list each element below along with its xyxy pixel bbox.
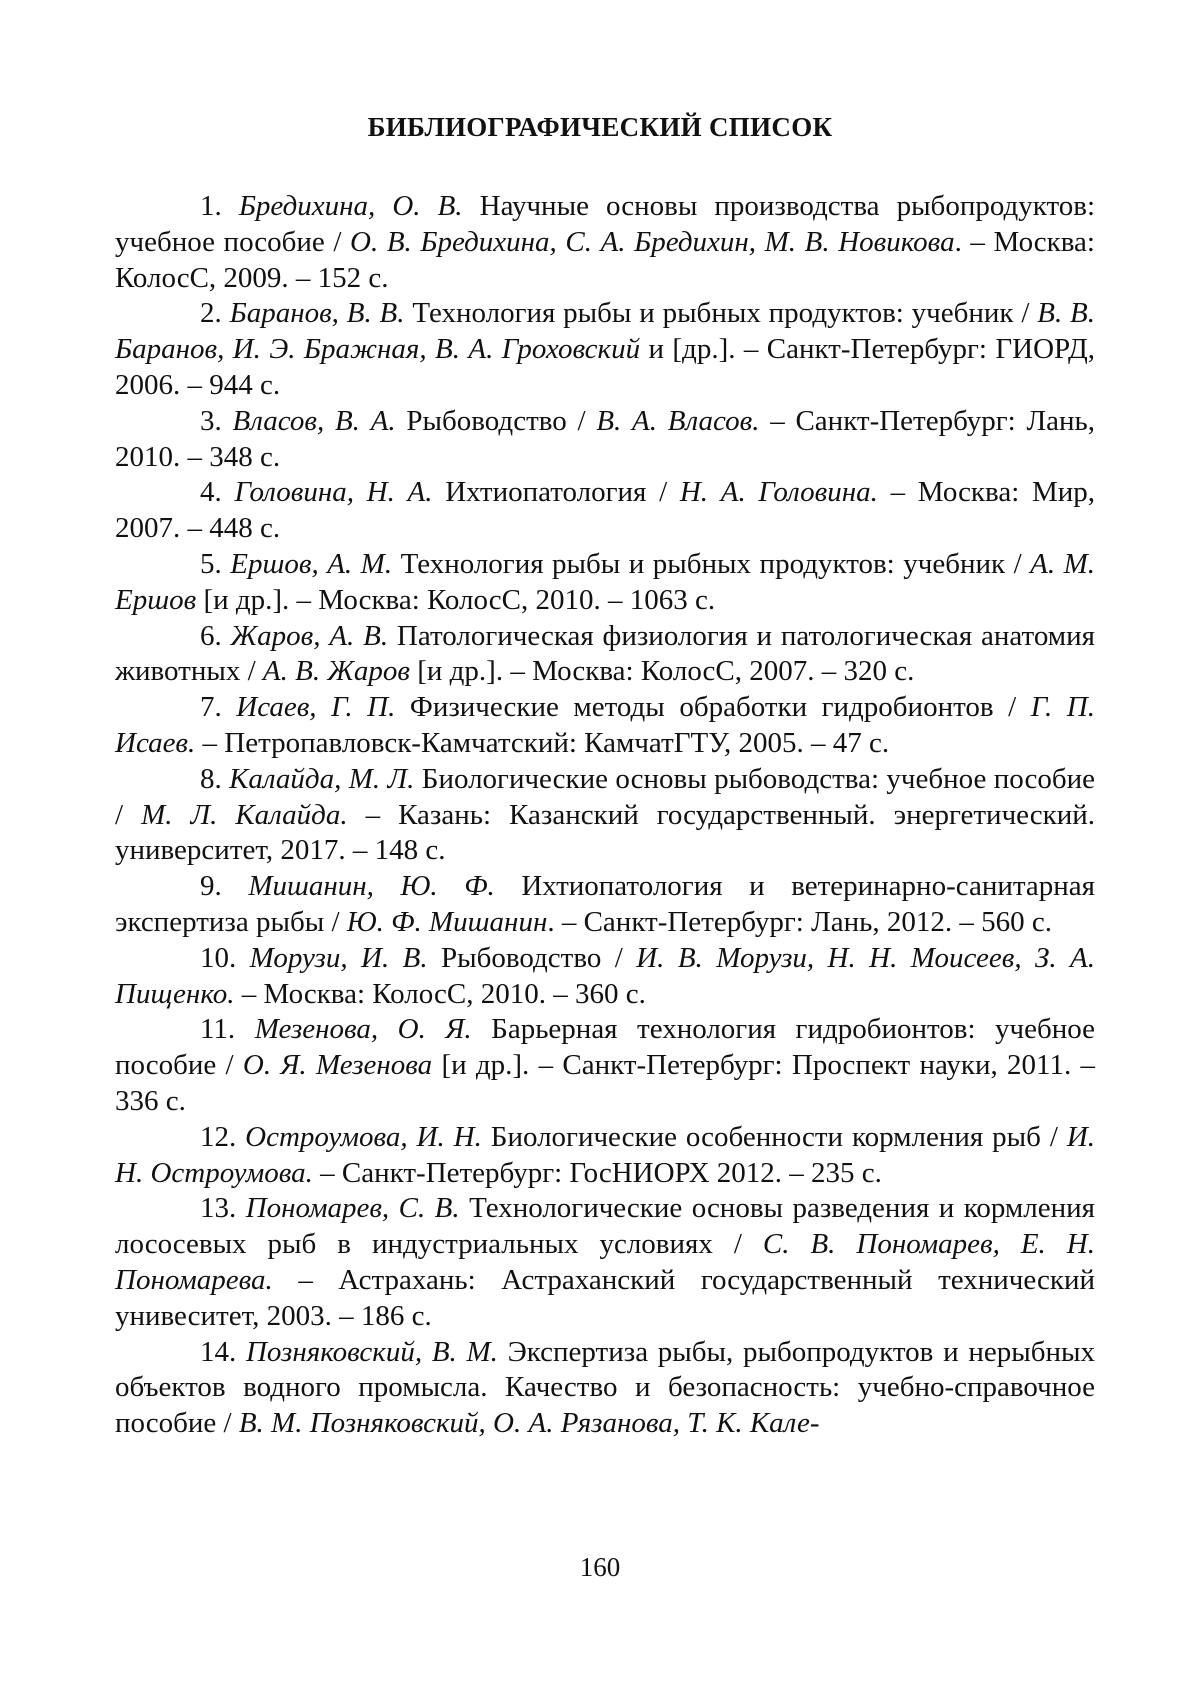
entry-publication: [и др.]. – Санкт-Петербург: Проспект науки, 2011. – 336 с. <box>115 1049 1095 1117</box>
entry-responsibility: В. В. Баранов, И. Э. Бражная, В. А. Гроховский <box>115 297 1096 366</box>
entry-author: Морузи, И. В. <box>249 941 428 974</box>
entry-title: Ихтиопатология и ветеринарно-санитарная экспертиза рыбы / <box>115 870 1095 938</box>
entry-publication: – Санкт-Петербург: ГосНИОРХ 2012. – 235 с. <box>312 1156 882 1189</box>
bibliography-entry <box>115 475 1095 547</box>
entry-number: 3. <box>200 404 222 437</box>
entry-title: Биологические особенности кормления рыб / <box>481 1120 1067 1153</box>
entry-author: Головина, Н. А. <box>234 476 433 509</box>
bibliography-entry <box>115 296 1095 403</box>
entry-title: Технология рыбы и рыбных продуктов: учебник / <box>404 297 1038 330</box>
entry-publication: [и др.]. – Москва: КолосС, 2010. – 1063 с. <box>196 583 716 616</box>
entry-author: Пономарев, С. В. <box>245 1192 460 1225</box>
entry-publication: [и др.]. – Москва: КолосС, 2007. – 320 с. <box>410 655 915 688</box>
bibliography-entry <box>115 547 1095 619</box>
entry-author: Исаев, Г. П. <box>236 691 396 724</box>
entry-number: 14. <box>200 1335 237 1368</box>
entry-title: Научные основы производства рыбопродуктов: учебное пособие / <box>115 190 1096 258</box>
entry-number: 6. <box>200 619 222 652</box>
entry-number: 9. <box>200 870 222 903</box>
entry-author: Мишанин, Ю. Ф. <box>248 870 495 903</box>
entry-title: Рыбоводство / <box>427 941 637 974</box>
entry-author: Остроумова, И. Н. <box>245 1120 482 1153</box>
entry-title: Технология рыбы и рыбных продуктов: учебник / <box>392 547 1031 580</box>
entry-publication: – Петропавловск-Камчатский: КамчатГТУ, 2005. – 47 с. <box>195 726 890 759</box>
entry-number: 4. <box>200 476 222 509</box>
entry-title: Экспертиза рыбы, рыбопродуктов и нерыбных объектов водного промысла. Качество и безопасность: учебно-справочное пособие / <box>115 1335 1095 1440</box>
entry-responsibility: О. В. Бредихина, С. А. Бредихин, М. В. Новикова <box>350 225 955 258</box>
bibliography-entry <box>115 1120 1095 1192</box>
entry-title: Патологическая физиология и патологическая анатомия животных / <box>115 619 1095 688</box>
entry-responsibility: С. В. Пономарев, Е. Н. Пономарева. <box>115 1228 1095 1296</box>
bibliography-entry <box>115 1191 1095 1334</box>
entry-author: Жаров, А. В. <box>230 619 389 652</box>
entry-number: 2. <box>200 297 222 330</box>
bibliography-entry <box>115 1335 1095 1442</box>
entry-number: 11. <box>200 1013 236 1046</box>
bibliography-entry <box>115 1012 1095 1119</box>
entry-author: Баранов, В. В. <box>229 297 405 330</box>
entry-publication: . – Санкт-Петербург: Лань, 2012. – 560 с. <box>547 905 1052 938</box>
entry-number: 10. <box>200 941 237 974</box>
bibliography-entry <box>115 869 1095 941</box>
page-title: БИБЛИОГРАФИЧЕСКИЙ СПИСОК <box>367 112 833 142</box>
entry-title: Биологические основы рыбоводства: учебное пособие / <box>115 762 1095 831</box>
entry-number: 7. <box>200 691 222 724</box>
entry-title: Барьерная технология гидробионтов: учебное пособие / <box>115 1013 1096 1082</box>
entry-title: Технологические основы разведения и кормления лососевых рыб в индустриальных условиях / <box>115 1192 1096 1261</box>
entry-author: Калайда, М. Л. <box>229 762 415 795</box>
bibliography-entry <box>115 189 1095 296</box>
entry-publication: – Астрахань: Астраханский государственный технический унивеситет, 2003. – 186 с. <box>115 1263 1095 1332</box>
entry-publication: – Москва: Мир, 2007. – 448 с. <box>115 476 1096 545</box>
entry-responsibility: А. М. Ершов <box>115 547 1096 616</box>
entry-responsibility: О. Я. Мезенова <box>242 1049 433 1082</box>
entry-publication: – Москва: КолосС, 2010. – 360 с. <box>234 977 646 1010</box>
entry-author: Бредихина, О. В. <box>238 190 463 222</box>
bibliography-entry <box>115 404 1095 476</box>
entry-number: 12. <box>200 1120 237 1153</box>
entry-responsibility: В. М. Позняковский, О. А. Рязанова, Т. К. Кале- <box>238 1407 820 1440</box>
entry-responsibility: И. В. Морузи, Н. Н. Моисеев, З. А. Пищенко. <box>115 941 1096 1010</box>
entry-title: Рыбоводство / <box>395 404 597 437</box>
entry-title: Ихтиопатология / <box>432 476 680 509</box>
bibliography-list <box>115 189 1095 1442</box>
entry-author: Позняковский, В. М. <box>245 1335 498 1368</box>
entry-publication: и [др.]. – Санкт-Петербург: ГИОРД, 2006. – 944 с. <box>115 333 1095 401</box>
entry-publication: . – Москва: КолосС, 2009. – 152 с. <box>115 225 1095 294</box>
entry-number: 13. <box>200 1192 237 1225</box>
bibliography-entry <box>115 619 1095 691</box>
entry-responsibility: Н. А. Головина. <box>679 476 878 509</box>
entry-publication: – Санкт-Петербург: Лань, 2010. – 348 с. <box>115 404 1095 473</box>
entry-title: Физические методы обработки гидробионтов / <box>395 691 1031 724</box>
entry-number: 8. <box>200 762 222 795</box>
entry-author: Власов, В. А. <box>232 404 396 437</box>
bibliography-entry <box>115 762 1095 869</box>
entry-responsibility: Ю. Ф. Мишанин <box>346 905 548 938</box>
entry-responsibility: И. Н. Остроумова. <box>115 1120 1096 1189</box>
entry-author: Мезенова, О. Я. <box>254 1013 472 1046</box>
entry-author: Ершов, А. М. <box>230 547 393 580</box>
entry-responsibility: В. А. Власов. <box>596 404 760 437</box>
entry-number: 1. <box>200 190 222 222</box>
bibliography-entry <box>115 690 1095 762</box>
bibliography-entry <box>115 941 1095 1013</box>
entry-responsibility: М. Л. Калайда. <box>141 798 348 831</box>
entry-publication: – Казань: Казанский государственный. энергетический. университет, 2017. – 148 с. <box>115 798 1096 867</box>
entry-number: 5. <box>200 547 222 580</box>
page-number: 160 <box>579 1552 621 1582</box>
entry-responsibility: А. В. Жаров <box>262 655 410 688</box>
entry-responsibility: Г. П. Исаев. <box>115 691 1095 759</box>
